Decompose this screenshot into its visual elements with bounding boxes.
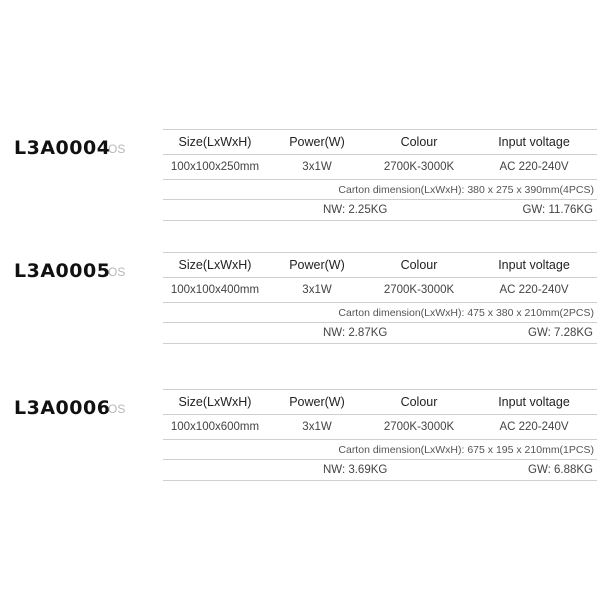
voltage-value: AC 220-240V (471, 155, 597, 180)
spec-table (163, 389, 597, 481)
model-code: L3A0005 (14, 260, 111, 282)
header-row (163, 390, 597, 415)
carton-dimension: Carton dimension(LxWxH): 475 x 380 x 210mm(2PCS) (163, 303, 597, 323)
header-voltage: Input voltage (471, 130, 597, 155)
power-value: 3x1W (267, 415, 367, 440)
model-code: L3A0006 (14, 397, 111, 419)
header-size: Size(LxWxH) (163, 390, 267, 415)
value-row (163, 415, 597, 440)
carton-dimension: Carton dimension(LxWxH): 675 x 195 x 210mm(1PCS) (163, 440, 597, 460)
header-row (163, 253, 597, 278)
value-row (163, 155, 597, 180)
carton-dimension: Carton dimension(LxWxH): 380 x 275 x 390mm(4PCS) (163, 180, 597, 200)
weight-row (163, 460, 597, 481)
size-value: 100x100x600mm (163, 415, 267, 440)
voltage-value: AC 220-240V (471, 278, 597, 303)
header-colour: Colour (367, 390, 471, 415)
size-value: 100x100x250mm (163, 155, 267, 180)
gross-weight: GW: 7.28KG (367, 323, 597, 344)
size-value: 100x100x400mm (163, 278, 267, 303)
model-suffix: OS (108, 402, 126, 416)
model-suffix: OS (108, 265, 126, 279)
gross-weight: GW: 11.76KG (367, 200, 597, 221)
header-power: Power(W) (267, 253, 367, 278)
model-code: L3A0004 (14, 137, 111, 159)
spec-table (163, 252, 597, 344)
weight-row (163, 200, 597, 221)
header-power: Power(W) (267, 130, 367, 155)
net-weight: NW: 2.87KG (163, 323, 367, 344)
value-row (163, 278, 597, 303)
power-value: 3x1W (267, 278, 367, 303)
carton-row (163, 440, 597, 460)
weight-row (163, 323, 597, 344)
colour-value: 2700K-3000K (367, 415, 471, 440)
model-suffix: OS (108, 142, 126, 156)
header-colour: Colour (367, 253, 471, 278)
carton-row (163, 180, 597, 200)
net-weight: NW: 3.69KG (163, 460, 367, 481)
gross-weight: GW: 6.88KG (367, 460, 597, 481)
header-voltage: Input voltage (471, 390, 597, 415)
header-power: Power(W) (267, 390, 367, 415)
header-size: Size(LxWxH) (163, 130, 267, 155)
header-size: Size(LxWxH) (163, 253, 267, 278)
header-row (163, 130, 597, 155)
colour-value: 2700K-3000K (367, 278, 471, 303)
header-voltage: Input voltage (471, 253, 597, 278)
voltage-value: AC 220-240V (471, 415, 597, 440)
carton-row (163, 303, 597, 323)
header-colour: Colour (367, 130, 471, 155)
spec-table (163, 129, 597, 221)
net-weight: NW: 2.25KG (163, 200, 367, 221)
colour-value: 2700K-3000K (367, 155, 471, 180)
power-value: 3x1W (267, 155, 367, 180)
